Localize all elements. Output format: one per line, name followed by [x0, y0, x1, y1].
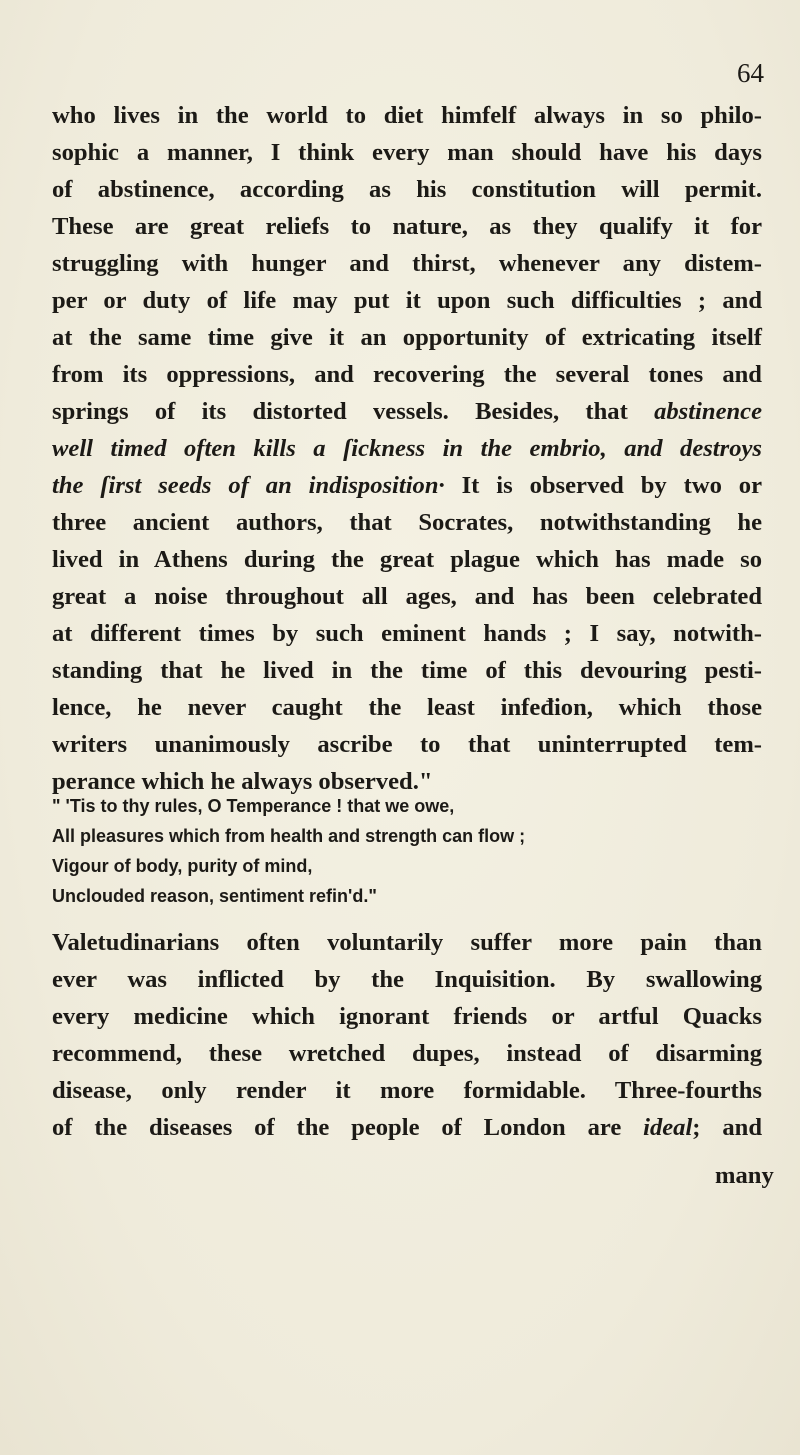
text-segment: It is observed by two or	[461, 472, 762, 499]
verse-line: Vigour of body, purity of mind,	[52, 856, 313, 876]
text-line: sophic a manner, I think every man should have his days	[52, 139, 762, 166]
text-line: three ancient authors, that Socrates, notwithstanding he	[52, 509, 762, 536]
text-line: Valetudinarians often voluntarily suffer more pain than	[52, 929, 762, 956]
catchword: many	[715, 1162, 774, 1189]
verse-quotation	[52, 791, 762, 911]
text-line: standing that he lived in the time of this devouring pesti-	[52, 657, 762, 684]
text-line: from its oppressions, and recovering the several tones and	[52, 361, 762, 388]
text-segment: of the diseases of the people of London are	[52, 1114, 644, 1141]
text-line: every medicine which ignorant friends or artful Quacks	[52, 1003, 762, 1030]
text-line: disease, only render it more formidable. Three-fourths	[52, 1077, 762, 1104]
text-line: lived in Athens during the great plague which has made so	[52, 546, 762, 573]
verse-line: Unclouded reason, sentiment refin'd."	[52, 886, 377, 906]
verse-line: " 'Tis to thy rules, O Temperance ! that we owe,	[52, 796, 455, 816]
text-line	[52, 467, 762, 504]
text-line: at the same time give it an opportunity of extricating itself	[52, 324, 762, 351]
text-line	[52, 393, 762, 430]
text-line: recommend, these wretched dupes, instead of disarming	[52, 1040, 762, 1067]
italic-segment: abstinence	[654, 398, 762, 425]
text-line: lence, he never caught the least infeđion, which those	[52, 694, 762, 721]
verse-line: All pleasures which from health and strength can flow ;	[52, 826, 526, 846]
text-line: writers unanimously ascribe to that uninterrupted tem-	[52, 731, 762, 758]
text-line	[52, 1109, 762, 1146]
text-line: at different times by such eminent hands ; I say, notwith-	[52, 620, 762, 647]
paragraph-abstinence	[52, 97, 762, 800]
text-line: struggling with hunger and thirst, whenever any distem-	[52, 250, 762, 277]
text-line: perance which he always observed."	[52, 768, 433, 795]
paragraph-valetudinarians	[52, 924, 762, 1146]
text-line: great a noise throughout all ages, and has been celebrated	[52, 583, 762, 610]
italic-segment: the ſirst seeds of an indisposition·	[52, 472, 462, 499]
text-line: who lives in the world to diet himfelf always in so philo-	[52, 102, 762, 129]
text-segment: ; and	[692, 1114, 762, 1141]
text-segment: springs of its distorted vessels. Besides, that	[52, 398, 655, 425]
page-number: 64	[737, 58, 764, 88]
text-line: of abstinence, according as his constitution will permit.	[52, 176, 762, 203]
text-line: ever was inflicted by the Inquisition. By swallowing	[52, 966, 762, 993]
italic-line: well timed often kills a ſickness in the embrio, and destroys	[52, 435, 762, 462]
italic-segment: ideal	[643, 1114, 693, 1141]
text-line: per or duty of life may put it upon such difficulties ; and	[52, 287, 762, 314]
text-line: These are great reliefs to nature, as they qualify it for	[52, 213, 762, 240]
